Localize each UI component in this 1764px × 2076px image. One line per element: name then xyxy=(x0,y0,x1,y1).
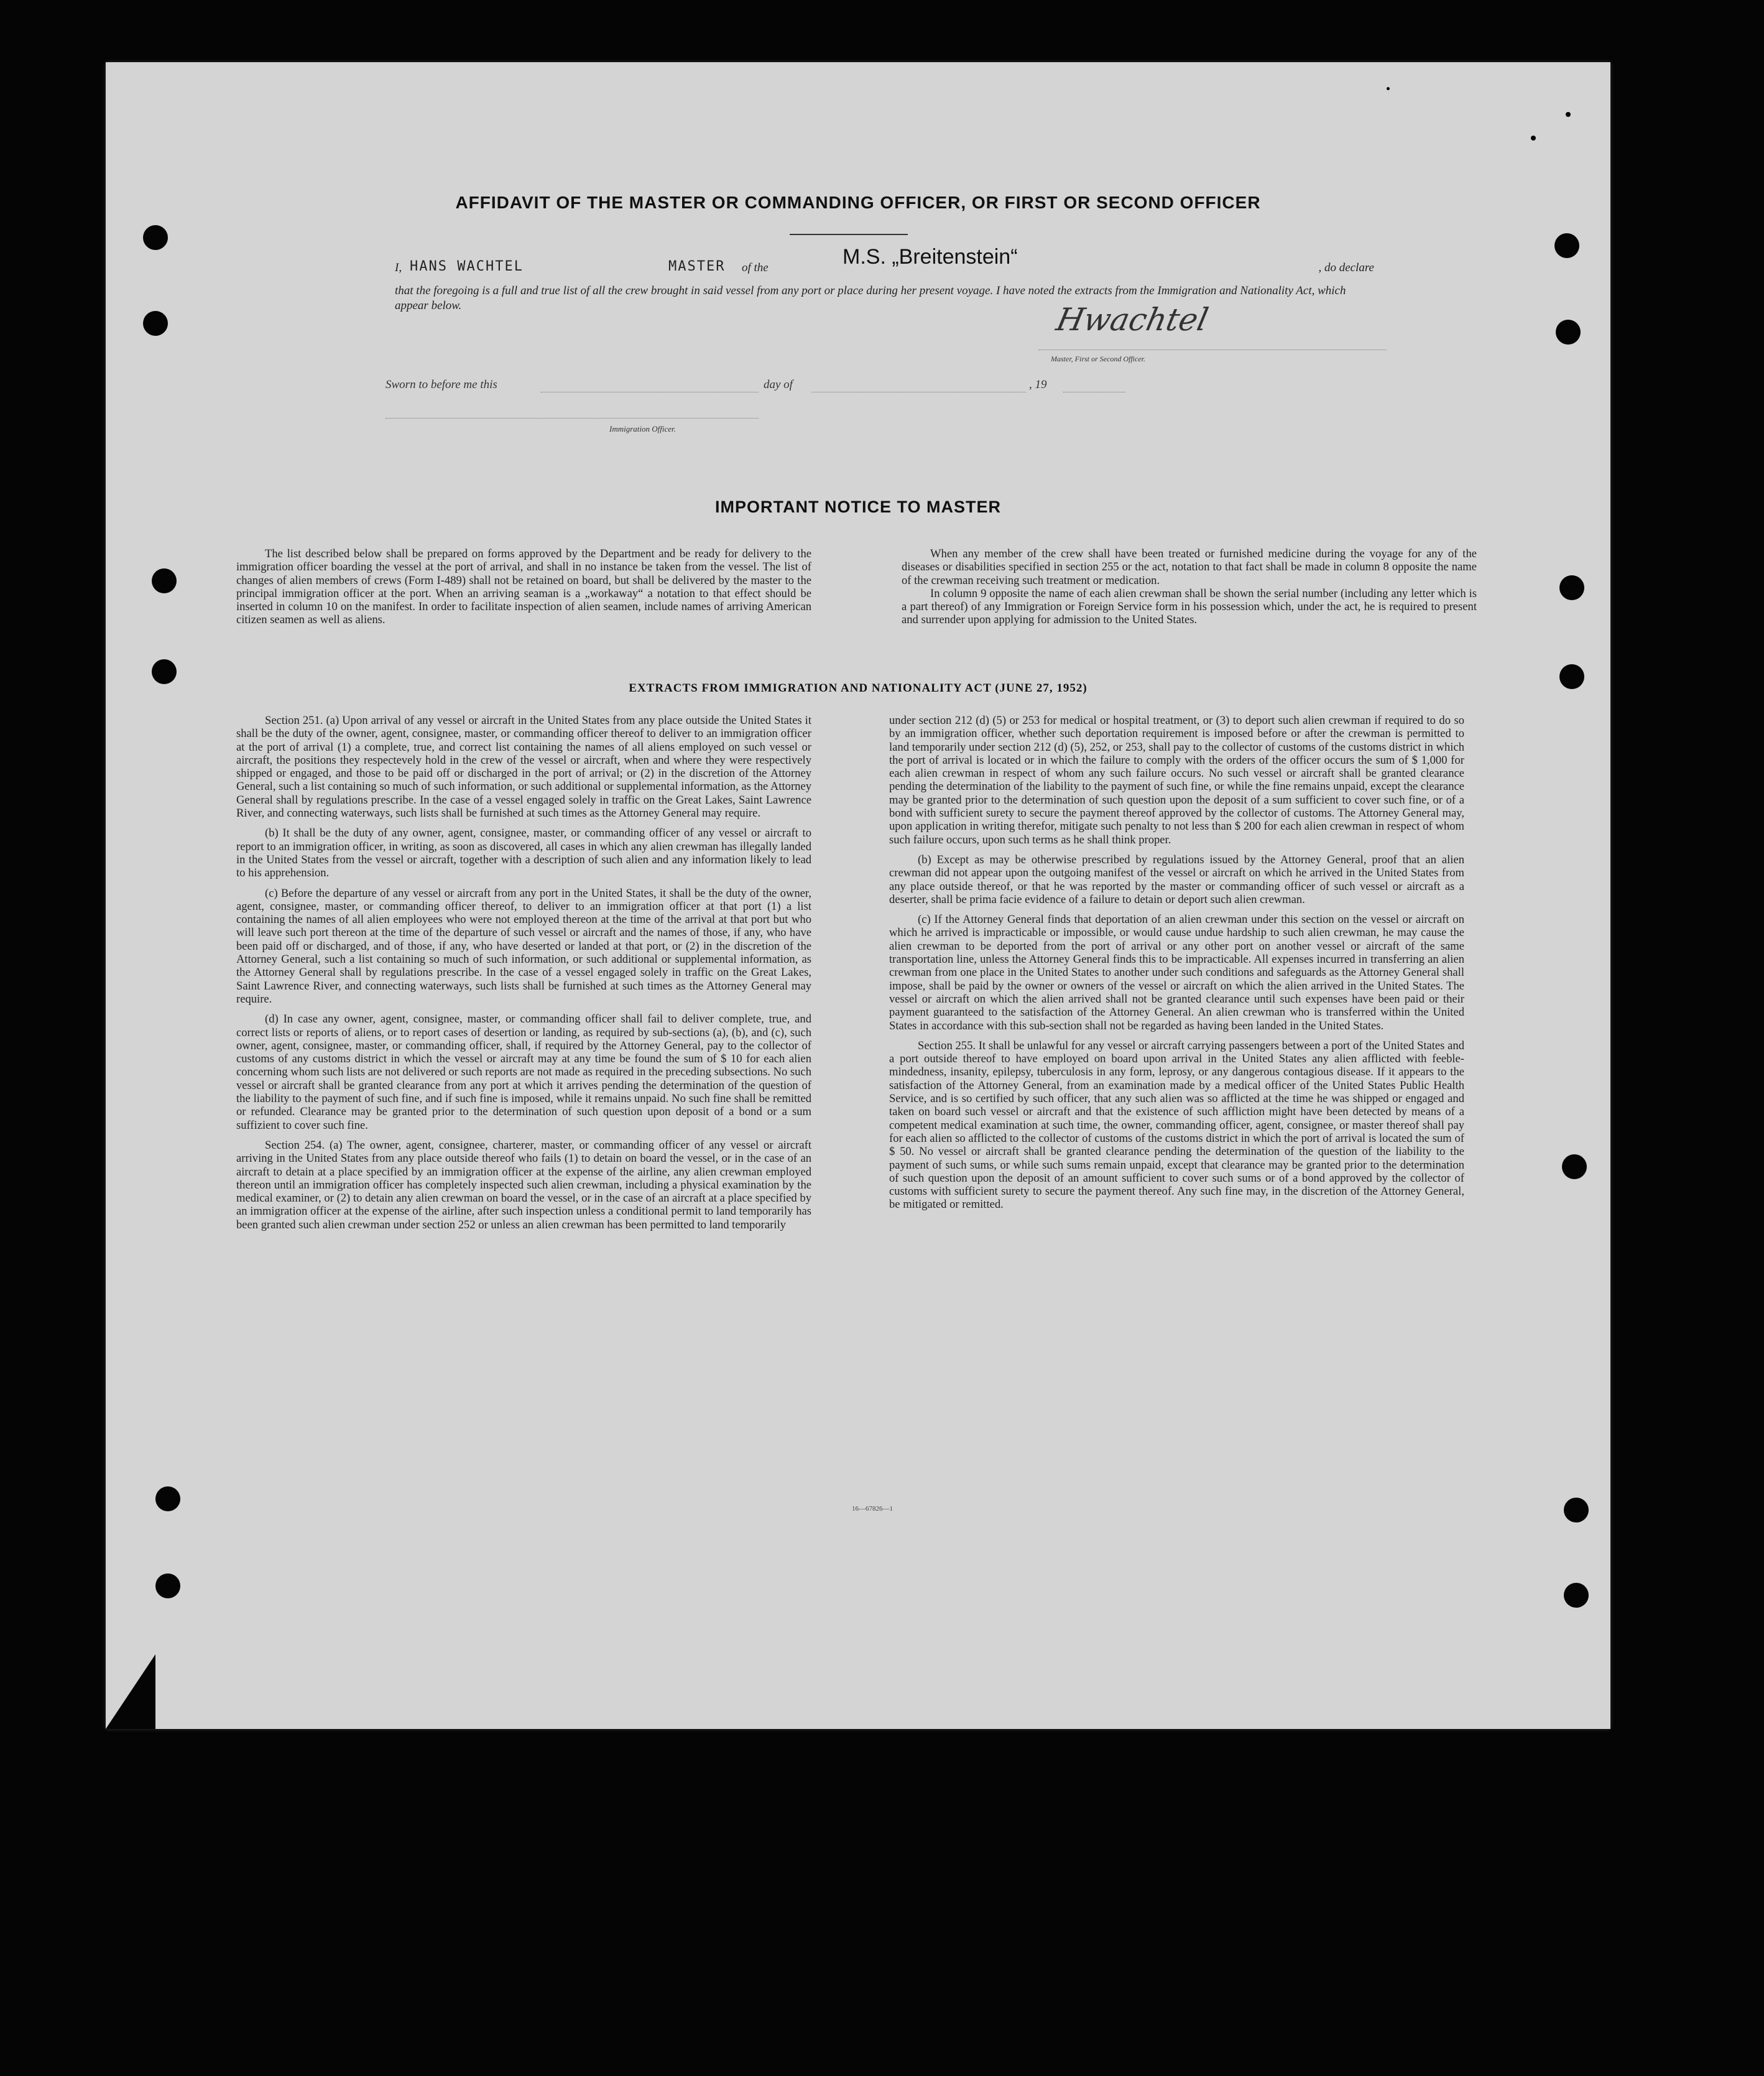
punch-hole xyxy=(143,225,168,250)
punch-hole xyxy=(152,659,177,684)
year-label: , 19 xyxy=(1029,378,1047,391)
extract-paragraph: (c) Before the departure of any vessel or aircraft from any port in the United States, it shall be the duty of the owner, agent, consignee, master, or commanding officer thereof, to deliver to an immigration officer at that port (1) a list containing the names of all alien employees who were not employed thereon at the time of the arrival at that port but who will leave such port thereon at the time of the departure of such vessel or aircraft and the names of those, if any, who have been paid off or discharged, and of those, if any, who have deserted or landed at that port, or (2) in the discretion of the Attorney General, such a list containing so much of such information, or such additional or supplemental information, as the Attorney General shall by regulations prescribe. In the case of a vessel engaged solely in traffic on the Great Lakes, Saint Lawrence River, and connecting waterways, such lists shall be furnished at such times as the Attorney General may require. xyxy=(236,886,811,1006)
extract-paragraph: Section 254. (a) The owner, agent, consignee, charterer, master, or commanding officer of any vessel or aircraft arriving in the United States from any place outside thereof who fails (1) to detain on board the vessel, or in the case of an aircraft to detain at a place specified by an immigration officer at the expense of the airline, any alien crewman employed thereon until an immigration officer has completely inspected such alien crewman, including a physical examination by the medical examiner, or (2) to detain any alien crewman on board the vessel, or in the case of an aircraft at a place specified by an immigration officer at the expense of the airline, after such inspection unless a conditional permit to land temporarily has been granted such alien crewman under section 252 or unless an alien crewman has been permitted to land temporarily xyxy=(236,1138,811,1231)
punch-hole xyxy=(1554,233,1579,258)
notice-right-paragraph-2: In column 9 opposite the name of each alien crewman shall be shown the serial number (including any letter which is a part thereof) of any Immigration or Foreign Service form in his possession which, under the act, he is required to present and surrender upon applying for admission to the United States. xyxy=(902,586,1477,627)
extract-paragraph: (c) If the Attorney General finds that deportation of an alien crewman under this section on the vessel or aircraft on which he arrived is impracticable or impossible, or would cause undue hardship to such alien crewman, he may cause the alien crewman to be deported from the port of arrival or any other port on another vessel or aircraft of the same transportation line, unless the Attorney General finds this to be impracticable. All expenses incurred in transferring an alien crewman from one place in the United States to another under such conditions and safeguards as the Attorney General shall impose, shall be paid by the owner or owners of the vessel or aircraft on which the alien arrived in the United States. The vessel or aircraft on which the alien arrived shall not be granted clearance until such expenses have been paid or their payment guaranteed to the satisfaction of the Attorney General. An alien crewman who is transferred within the United States in accordance with this sub-section shall not be regarded as having been landed in the United States. xyxy=(889,913,1464,1032)
extracts-left-column xyxy=(236,714,811,1231)
punch-hole xyxy=(152,568,177,593)
folded-corner xyxy=(106,1654,155,1729)
punch-hole xyxy=(155,1486,180,1511)
extract-paragraph: Section 251. (a) Upon arrival of any vessel or aircraft in the United States from any place outside the United States it shall be the duty of the owner, agent, consignee, master, or commanding officer thereof to deliver to an immigration officer at the port of arrival (1) a complete, true, and correct list containing the names of all aliens employed on such vessel or aircraft, the positions they respectevely hold in the crew of the vessel or aircraft, when and where they were respectively shipped or engaged, and those to be paid off or discharged in the port of arrival; or (2) in the discretion of the Attorney General, such a list containing so much of such information, or such additional or supplemental information, as the Attorney General shall by regulations prescribe. In the case of a vessel engaged solely in traffic on the Great Lakes, Saint Lawrence River, and connecting waterways, such lists shall be furnished at such times as the Attorney General may require. xyxy=(236,714,811,820)
paper-speck xyxy=(1566,112,1571,117)
master-name: HANS WACHTEL xyxy=(410,259,524,274)
punch-hole xyxy=(1559,664,1584,689)
extracts-title: EXTRACTS FROM IMMIGRATION AND NATIONALITY ACT (JUNE 27, 1952) xyxy=(629,682,1087,695)
declaration-text: that the foregoing is a full and true list of all the crew brought in said vessel from any port or place during her present voyage. I have noted the extracts from the Immigration and Nationality Act, which appear below. xyxy=(395,284,1346,312)
notice-right-paragraph-1: When any member of the crew shall have been treated or furnished medicine during the voyage for any of the diseases or disabilities specified in section 255 or the act, notation to that fact shall be made in column 8 opposite the name of the crewman receiving such treatment or medication. xyxy=(902,547,1477,587)
document-page xyxy=(106,62,1610,1729)
extract-paragraph: Section 255. It shall be unlawful for any vessel or aircraft carrying passengers between a port of the United States and a port outside thereof to have employed on board upon arrival in the United States any alien afflicted with feeble-mindedness, insanity, epilepsy, tuberculosis in any form, leprosy, or any dangerous contagious disease. If it appears to the satisfaction of the Attorney General, from an examination made by a medical officer of the United States Public Health Service, and is so certified by such officer, that any such alien was so afflicted at the time he was shipped or engaged and taken on board such vessel or aircraft and that the existence of such affliction might have been detected by means of a competent medical examination at such time, the owner, commanding officer, agent, consignee, or master thereof shall pay for each alien so afflicted to the collector of customs of the customs district in which the port of arrival is located the sum of $ 50. No vessel or aircraft shall be granted clearance pending the determination of the question of the liability to the payment of such sums, or while such sums remain unpaid, except that clearance may be granted prior to the determination of such question upon the deposit of an amount sufficient to cover such sums or of a bond approved by the collector of customs with sufficient surety to secure the payment thereof. Any such fine may, in the discretion of the Attorney General, be mitigated or remitted. xyxy=(889,1039,1464,1212)
immigration-officer-caption: Immigration Officer. xyxy=(609,424,676,433)
do-declare-label: , do declare xyxy=(1318,261,1374,274)
signature-caption: Master, First or Second Officer. xyxy=(1051,354,1145,363)
form-code: 16—67826—1 xyxy=(852,1505,893,1513)
affidavit-title: AFFIDAVIT OF THE MASTER OR COMMANDING OFFICER, OR FIRST OR SECOND OFFICER xyxy=(455,193,1261,212)
paper-speck xyxy=(1531,136,1536,141)
declaration-prefix: I, xyxy=(395,261,402,274)
extract-paragraph: (d) In case any owner, agent, consignee, master, or commanding officer shall fail to deliver complete, true, and correct lists or reports of aliens, or to report cases of desertion or landing, as required by sub-sections (a), (b), and (c), such owner, agent, consignee, master, or commanding officer, shall, if required by the Attorney General, pay to the collector of customs of any customs district in which the vessel or aircraft may at any time be found the sum of $ 10 for each alien concerning whom such lists are not delivered or such reports are not made as required in the preceding subsections. No such vessel or aircraft shall be granted clearance from any port at which it arrives pending the determination of the question of the liability to the payment of such fine, and if such fine is imposed, while it remains unpaid. No such fine shall be remitted or refunded. Clearance may be granted prior to the determination of such question upon deposit of a bond or a sum suffizient to cover such fine. xyxy=(236,1013,811,1132)
day-of-label: day of xyxy=(764,378,793,391)
extract-paragraph: (b) Except as may be otherwise prescribed by regulations issued by the Attorney General, proof that an alien crewman did not appear upon the outgoing manifest of the vessel or aircraft on which he arrived in the United States from any place outside thereof, or that he was reported by the master or commanding officer of such vessel or aircraft as a deserter, shall be prima facie evidence of a failure to detain or deport such alien crewman. xyxy=(889,853,1464,906)
sworn-label: Sworn to before me this xyxy=(386,378,497,391)
paper-speck xyxy=(1387,87,1390,90)
master-rank: MASTER xyxy=(668,259,726,274)
vessel-name: M.S. „Breitenstein“ xyxy=(843,245,1018,269)
title-rule xyxy=(790,234,908,235)
notice-right-column xyxy=(902,547,1477,627)
notice-left-paragraph: The list described below shall be prepared on forms approved by the Department and be ready for delivery to the immigration officer boarding the vessel at the port of arrival, and shall in no instance be taken from the vessel. The list of changes of alien members of crews (Form I-489) shall not be retained on board, but shall be delivered by the master to the principal immigration officer at the port. When an arriving seaman is a „workaway“ a notation to that effect should be inserted in column 10 on the manifest. In order to facilitate inspection of alien seamen, include names of arriving American citizen seamen as well as aliens. xyxy=(236,547,811,627)
punch-hole xyxy=(1564,1498,1589,1522)
declaration-block xyxy=(395,245,1374,313)
punch-hole xyxy=(143,311,168,336)
punch-hole xyxy=(1559,575,1584,600)
punch-hole xyxy=(1556,320,1581,345)
master-signature: Hwachtel xyxy=(1053,302,1212,338)
officer-line xyxy=(386,418,759,419)
punch-hole xyxy=(1562,1154,1587,1179)
of-the-label: of the xyxy=(742,261,769,274)
punch-hole xyxy=(155,1573,180,1598)
notice-title: IMPORTANT NOTICE TO MASTER xyxy=(715,498,1001,516)
punch-hole xyxy=(1564,1583,1589,1608)
notice-left-column xyxy=(236,547,811,627)
extract-paragraph: under section 212 (d) (5) or 253 for medical or hospital treatment, or (3) to deport such alien crewman if required to do so by an immigration officer, whether such deportation requirement is imposed before or after the crewman is permitted to land temporarily under section 212 (d) (5), 252, or 253, shall pay to the collector of customs of the customs district in which the port of arrival is located or in which the failure to comply with the orders of the officer occurs the sum of $ 1,000 for each alien crewman in respect of whom any such failure occurs. No such vessel or aircraft shall be granted clearance pending the determination of the liability to the payment of such fine, or while the fine remains unpaid, except the clearance may be granted prior to the determination of such question upon the deposit of a sum sufficient to cover such fine, or of a bond with sufficient surety to secure the payment thereof approved by the collector of customs. The Attorney General may, upon application in writing therefor, mitigate such penalty to not less than $ 200 for each alien crewman in respect of whom such failure occurs, upon such terms as he shall think proper. xyxy=(889,714,1464,846)
extracts-right-column xyxy=(889,714,1464,1212)
extract-paragraph: (b) It shall be the duty of any owner, agent, consignee, master, or commanding officer of any vessel or aircraft to report to an immigration officer, in writing, as soon as discovered, all cases in which any alien crewman has illegally landed in the United States from the vessel or aircraft, together with a description of such alien and any information likely to lead to his apprehension. xyxy=(236,827,811,880)
